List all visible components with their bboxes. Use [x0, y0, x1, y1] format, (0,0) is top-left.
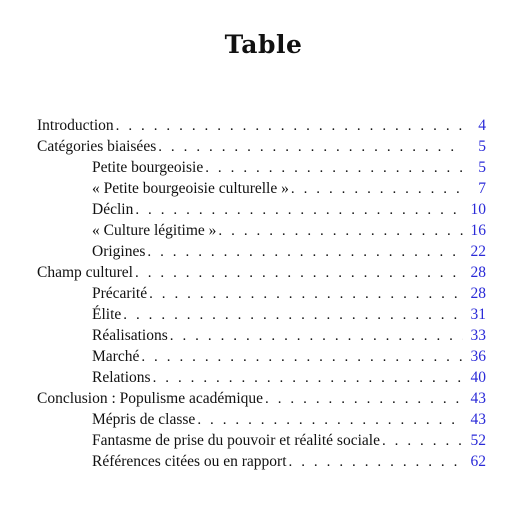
toc-page-number: 10 [470, 201, 486, 218]
toc-entry-petite-bourgeoisie-culturelle[interactable] [37, 178, 486, 199]
toc-dot-leader [149, 284, 462, 305]
toc-dot-leader [205, 158, 464, 179]
toc-dot-leader [218, 221, 462, 242]
toc-page-number: 28 [470, 264, 486, 281]
toc-entry-label: Réalisations [92, 327, 168, 344]
toc-entry-elite[interactable] [37, 304, 486, 325]
toc-entry-introduction[interactable] [37, 115, 486, 136]
toc-dot-leader [265, 389, 462, 410]
toc-dot-leader [197, 410, 462, 431]
toc-dot-leader [141, 347, 462, 368]
toc-entry-precarite[interactable] [37, 283, 486, 304]
toc-entry-relations[interactable] [37, 367, 486, 388]
toc-page-number: 22 [470, 243, 486, 260]
toc-entry-realisations[interactable] [37, 325, 486, 346]
toc-page-number: 31 [470, 306, 486, 323]
page-title: Table [224, 30, 303, 59]
toc-entry-label: Petite bourgeoisie [92, 159, 204, 176]
toc-entry-mepris-de-classe[interactable] [37, 409, 486, 430]
toc-entry-label: Marché [92, 348, 140, 365]
toc-dot-leader [158, 137, 464, 158]
toc-dot-leader [116, 116, 464, 137]
toc-entry-label: Mépris de classe [92, 411, 196, 428]
toc-dot-leader [153, 368, 463, 389]
toc-dot-leader [123, 305, 462, 326]
toc-entry-label: Origines [92, 243, 146, 260]
toc-dot-leader [291, 179, 464, 200]
toc-page-number: 28 [470, 285, 486, 302]
toc-entry-conclusion[interactable] [37, 388, 486, 409]
toc-page-number: 16 [470, 222, 486, 239]
toc-entry-label: Déclin [92, 201, 134, 218]
toc-page-number: 52 [470, 432, 486, 449]
toc-entry-declin[interactable] [37, 199, 486, 220]
toc-entry-label: Catégories biaisées [37, 138, 157, 155]
toc-dot-leader [382, 431, 463, 452]
toc-entry-label: Introduction [37, 117, 114, 134]
toc-page-number: 43 [470, 390, 486, 407]
toc-dot-leader [147, 242, 462, 263]
toc-entry-label: Précarité [92, 285, 148, 302]
toc-dot-leader [135, 263, 463, 284]
toc-dot-leader [135, 200, 462, 221]
toc-entry-label: Élite [92, 306, 122, 323]
toc-dot-leader [170, 326, 463, 347]
toc-page-number: 36 [470, 348, 486, 365]
toc-page-number: 5 [478, 159, 486, 176]
toc-entry-fantasme-de-prise-du-pouvoir[interactable] [37, 430, 486, 451]
toc-entry-label: Conclusion : Populisme académique [37, 390, 264, 407]
toc-page-number: 4 [478, 117, 486, 134]
toc-entry-petite-bourgeoisie[interactable] [37, 157, 486, 178]
toc-dot-leader [289, 452, 463, 473]
toc-entry-label: Relations [92, 369, 151, 386]
toc-page-number: 40 [470, 369, 486, 386]
toc-entry-label: « Culture légitime » [92, 222, 217, 239]
toc-page-number: 7 [478, 180, 486, 197]
toc-entry-label: Références citées ou en rapport [92, 453, 287, 470]
toc-entry-origines[interactable] [37, 241, 486, 262]
table-of-contents [37, 115, 486, 472]
toc-page-number: 5 [478, 138, 486, 155]
toc-page-number: 43 [470, 411, 486, 428]
toc-entry-label: Champ culturel [37, 264, 133, 281]
toc-entry-champ-culturel[interactable] [37, 262, 486, 283]
toc-entry-label: « Petite bourgeoisie culturelle » [92, 180, 289, 197]
toc-page-number: 62 [470, 453, 486, 470]
toc-entry-marche[interactable] [37, 346, 486, 367]
toc-entry-categories-biaisees[interactable] [37, 136, 486, 157]
toc-entry-label: Fantasme de prise du pouvoir et réalité sociale [92, 432, 380, 449]
toc-entry-culture-legitime[interactable] [37, 220, 486, 241]
toc-page-number: 33 [470, 327, 486, 344]
toc-entry-references-citees[interactable] [37, 451, 486, 472]
